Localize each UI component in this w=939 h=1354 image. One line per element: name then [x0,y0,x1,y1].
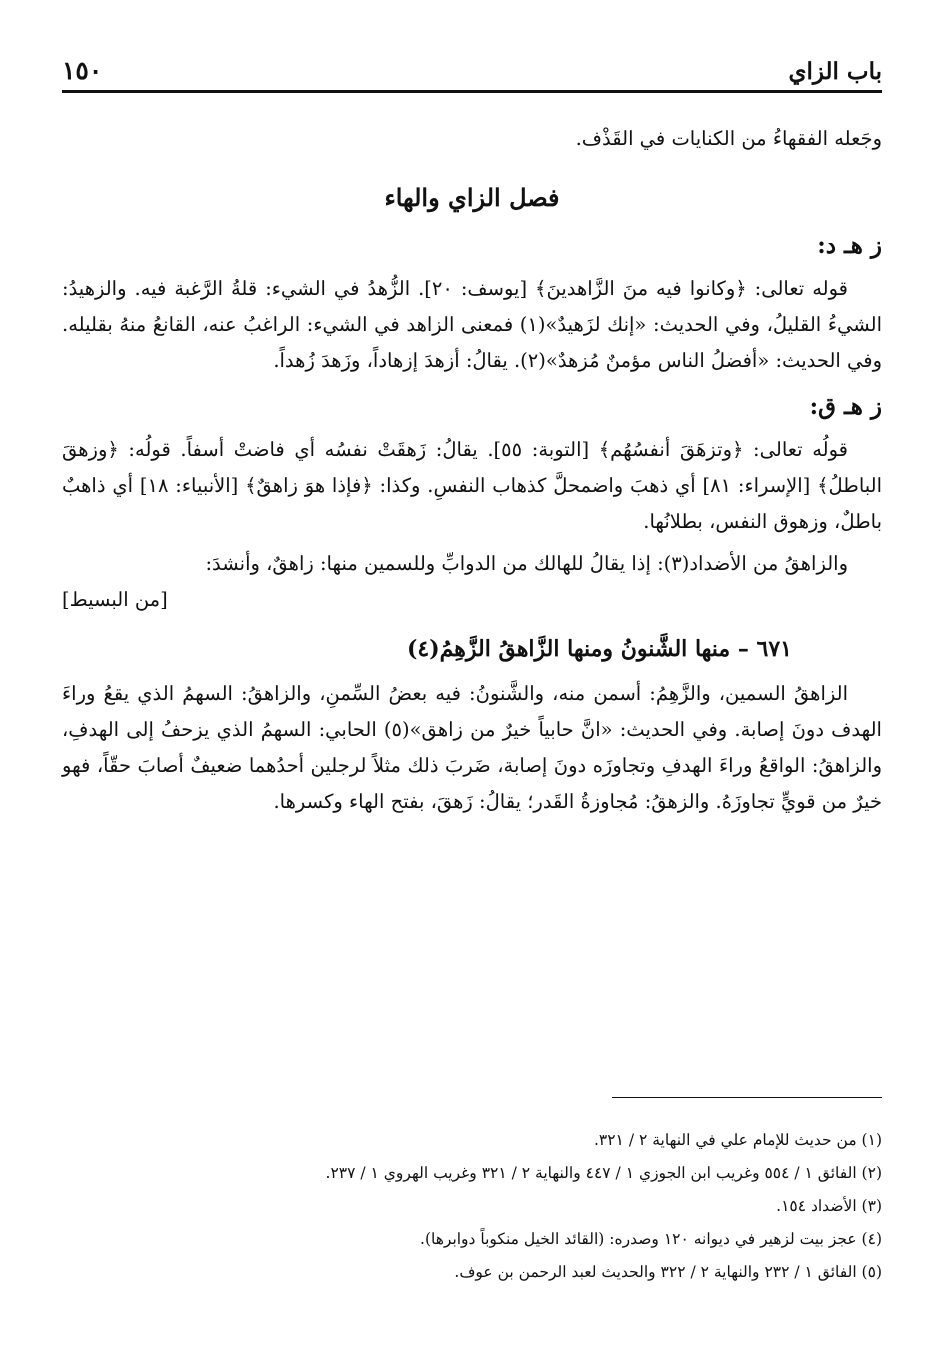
footnote: (٣) الأضداد ١٥٤. [776,1197,882,1215]
footnote: (٥) الفائق ١ / ٢٣٢ والنهاية ٢ / ٣٢٢ والحديث لعبد الرحمن بن عوف. [454,1263,882,1281]
entry-paragraph: قولُه تعالى: ﴿وتزهَقَ أنفسُهُم﴾ [التوبة: ٥٥]. يقالُ: زَهقَتْ نفسُه أي فاضتْ أسفاً. قولُه: ﴿وزهقَ الباطلُ﴾ [الإسراء: ٨١] أي ذهبَ واضمحلَّ كذهاب النفسِ. وكذا: ﴿فإذا هوَ زاهقٌ﴾ [الأنبياء: ١٨] أي ذاهبٌ باطلٌ، وزهوق النفس، بطلانُها. [62,438,883,533]
entry-paragraph: قوله تعالى: ﴿وكانوا فيه منَ الزَّاهدينَ﴾ [يوسف: ٢٠]. الزُّهدُ في الشيء: قلةُ الرَّغبة فيه. والزهيدُ: الشيءُ القليلُ، وفي الحديث: «إنك لزَهيدٌ»(١) فمعنى الزاهد في الشيء: الراغبُ عنه، القانعُ منهُ بقليله. وفي الحديث: «أفضلُ الناس مؤمنٌ مُزهدٌ»(٢). يقالُ: أزهدَ إزهاداً، وزَهدَ زُهداً. [62,277,882,372]
footnote: (١) من حديث للإمام علي في النهاية ٢ / ٣٢١. [593,1131,882,1149]
poetry-verse: ٦٧١ – منها الشَّنونُ ومنها الزَّاهقُ الزَّهِمُ(٤) [406,636,792,662]
opening-line: وجَعله الفقهاءُ من الكنايات في القَذْف. [575,127,882,150]
page-number: ١٥٠ [62,56,103,85]
poetry-meter: [من البسيط] [62,588,168,611]
page-header [62,52,882,93]
book-page [62,52,882,1312]
chapter-title: فصل الزاي والهاء [384,183,560,212]
footnote-separator [612,1097,882,1098]
root-heading-zhd: ز هـ د: [817,232,882,259]
footnote: (٤) عجز بيت لزهير في ديوانه ١٢٠ وصدره: (القائد الخيل منكوباً دوابرها). [420,1230,882,1248]
footnote: (٢) الفائق ١ / ٥٥٤ وغريب ابن الجوزي ١ / ٤٤٧ والنهاية ٢ / ٣٢١ وغريب الهروي ١ / ٢٣٧. [325,1164,882,1182]
entry-paragraph: والزاهقُ من الأضداد(٣): إذا يقالُ للهالك من الدوابِّ وللسمين منها: زاهقٌ، وأنشدَ: [205,552,848,575]
entry-paragraph: الزاهقُ السمين، والزَّهِمُ: أسمن منه، والشَّنونُ: فيه بعضُ السِّمنِ، والزاهقُ: السهمُ الذي يقعُ وراءَ الهدف دونَ إصابة. وفي الحديث: «انَّ حابياً خيرٌ من زاهق»(٥) الحابي: السهمُ الذي يزحفُ إلى الهدفِ، والزاهقُ: الواقعُ وراءَ الهدفِ وتجاوزَه دونَ إصابة، ضَربَ ذلك مثلاً لرجلين أحدُهما ضعيفٌ أصابَ حقّاً، فهو خيرٌ من قويٍّ تجاوزَهُ. والزهقُ: مُجاوزةُ القَدر؛ يقالُ: زَهقَ، بفتح الهاء وكسرها. [62,682,882,813]
section-running-title: باب الزاي [788,58,882,85]
footnotes [62,1124,882,1289]
root-heading-zhq: ز هـ ق: [809,393,882,420]
